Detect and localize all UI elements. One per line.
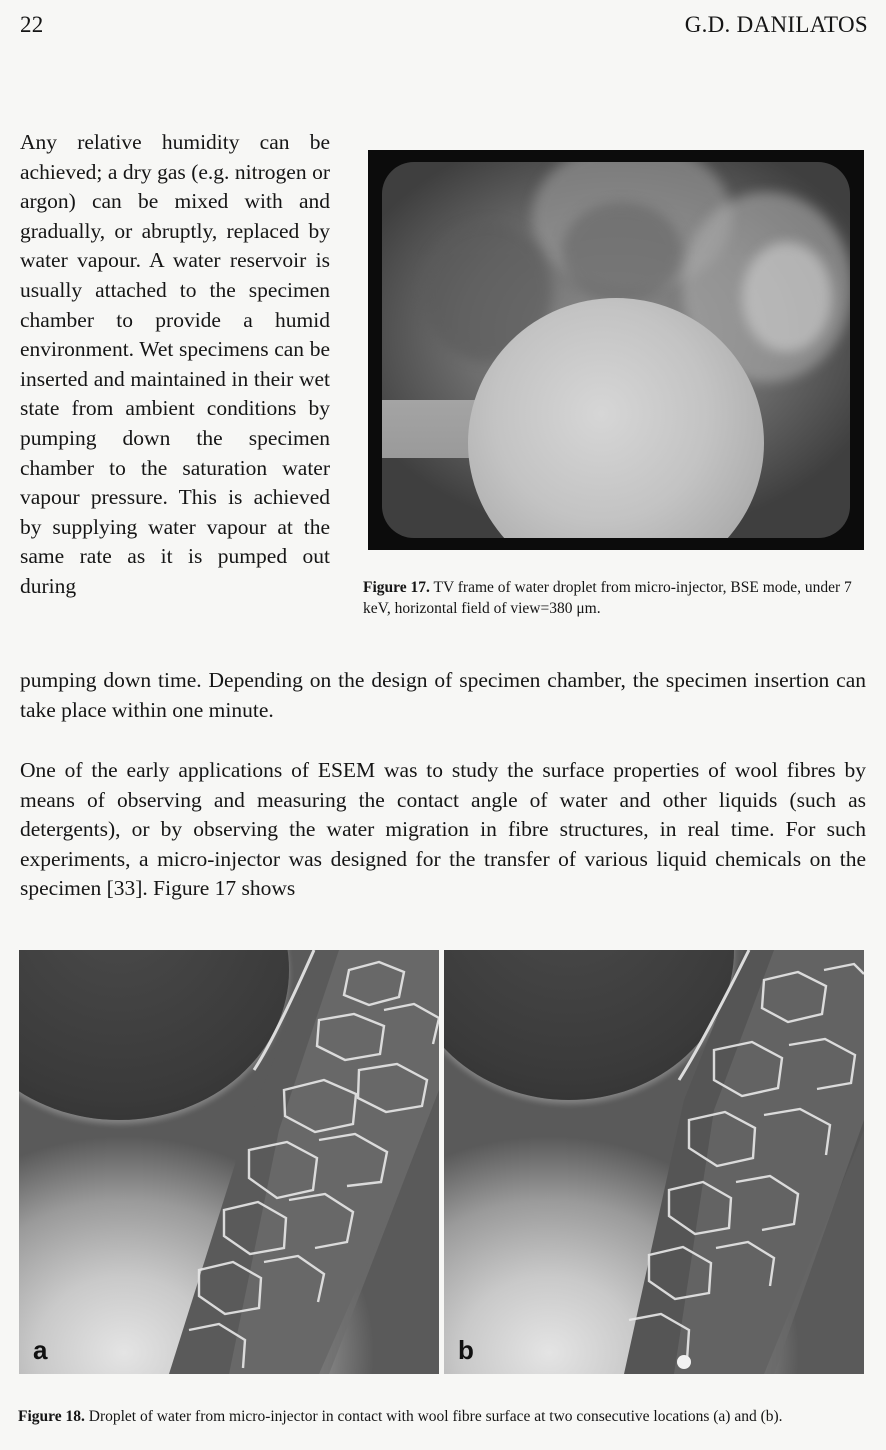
- figure-17-caption: [363, 577, 868, 619]
- figure-18-panel-b: [444, 950, 864, 1374]
- page-number: 22: [20, 12, 44, 37]
- micro-injector-needle: [382, 400, 482, 458]
- figure-17-label: Figure 17.: [363, 579, 430, 596]
- wool-fibre-b: [444, 950, 864, 1374]
- paragraph-1-column-text: Any relative humidity can be achieved; a dry gas (e.g. nitrogen or argon) can be mixed with and gradually, or abruptly, replaced by water vapour. A water reservoir is usually attached to the specimen chamber to provide a humid environment. Wet specimens can be inserted and maintained in their wet state from ambient conditions by pumping down the specimen chamber to the saturation water vapour pressure. This is achieved by supplying water vapour at the same rate as it is pumped out during: [20, 130, 330, 598]
- figure-18-label: Figure 18.: [18, 1408, 85, 1425]
- figure-17-caption-text: TV frame of water droplet from micro-injector, BSE mode, under 7 keV, horizontal field of view=380 μm.: [363, 579, 852, 617]
- figure-18-panel-a: [19, 950, 439, 1374]
- paragraph-1-continuation: pumping down time. Depending on the design of specimen chamber, the specimen insertion can take place within one minute.: [20, 668, 866, 722]
- figure-18-caption: [18, 1406, 868, 1427]
- figure-17-tv-screen: [382, 162, 850, 538]
- figure-17-image: [368, 150, 864, 550]
- panel-label-a: a: [33, 1335, 48, 1365]
- wool-fibre-a: [19, 950, 439, 1374]
- paragraph-2: One of the early applications of ESEM was to study the surface properties of wool fibres by means of observing and measuring the contact angle of water and other liquids (such as detergents), or by observing the water migration in fibre structures, in real time. For such experiments, a micro-injector was designed for the transfer of various liquid chemicals on the specimen [33]. Figure 17 shows: [20, 758, 866, 901]
- panel-label-b: b: [458, 1335, 474, 1365]
- figure-18-caption-text: Droplet of water from micro-injector in contact with wool fibre surface at two consecutive locations (a) and (b).: [88, 1408, 783, 1425]
- running-head-author: G.D. DANILATOS: [684, 12, 868, 37]
